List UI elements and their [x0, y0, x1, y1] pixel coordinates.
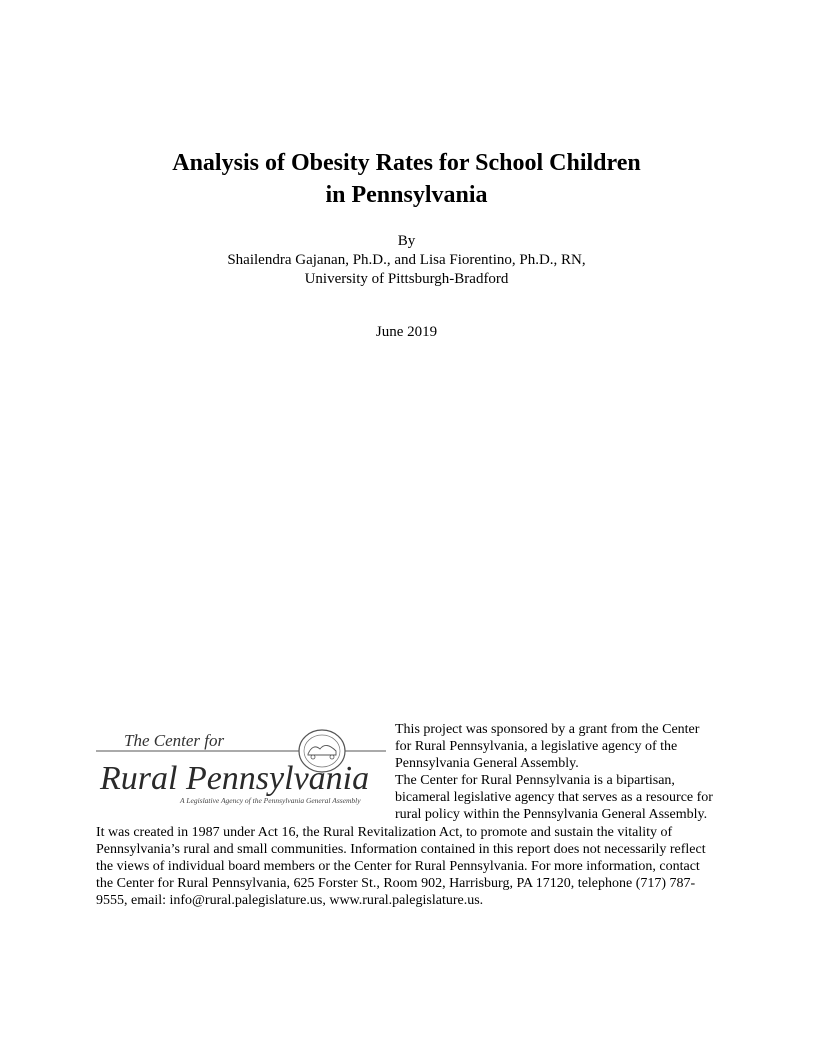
report-title-line-2: in Pennsylvania	[325, 182, 488, 208]
sponsor-statement: This project was sponsored by a grant from the Center for Rural Pennsylvania, a legislative agency of the Pennsylvania General Assembly.	[395, 722, 700, 772]
byline-authors: Shailendra Gajanan, Ph.D., and Lisa Fiorentino, Ph.D., RN,	[227, 252, 586, 268]
about-center-statement: The Center for Rural Pennsylvania is a bipartisan, bicameral legislative agency that serves as a resource for rural policy within the Pennsylvania General Assembly. It was created in 1987 under Act 16, the Rural Revitalization Act, to promote and sustain the vitality of Pennsylvania’s rural and small communities. Information contained in this report does not necessarily reflect the views of individual board members or the Center for Rural Pennsylvania. For more information, contact the Center for Rural Pennsylvania, 625 Forster St., Room 902, Harrisburg, PA 17120, telephone (717) 787-9555, email: info@rural.palegislature.us, www.rural.palegislature.us.	[96, 773, 713, 908]
publication-date: June 2019	[375, 324, 438, 340]
center-for-rural-pennsylvania-logo	[96, 721, 386, 821]
footer-block	[96, 721, 716, 909]
byline-affiliation: University of Pittsburgh-Bradford	[304, 271, 509, 287]
byline-by: By	[397, 233, 416, 249]
report-title	[0, 147, 813, 211]
logo-top-text: The Center for	[124, 731, 225, 750]
byline	[0, 232, 813, 289]
logo-tagline: A Legislative Agency of the Pennsylvania General Assembly	[180, 796, 361, 805]
logo-main-text: Rural Pennsylvania	[100, 760, 370, 797]
report-title-line-1: Analysis of Obesity Rates for School Children	[172, 150, 641, 176]
